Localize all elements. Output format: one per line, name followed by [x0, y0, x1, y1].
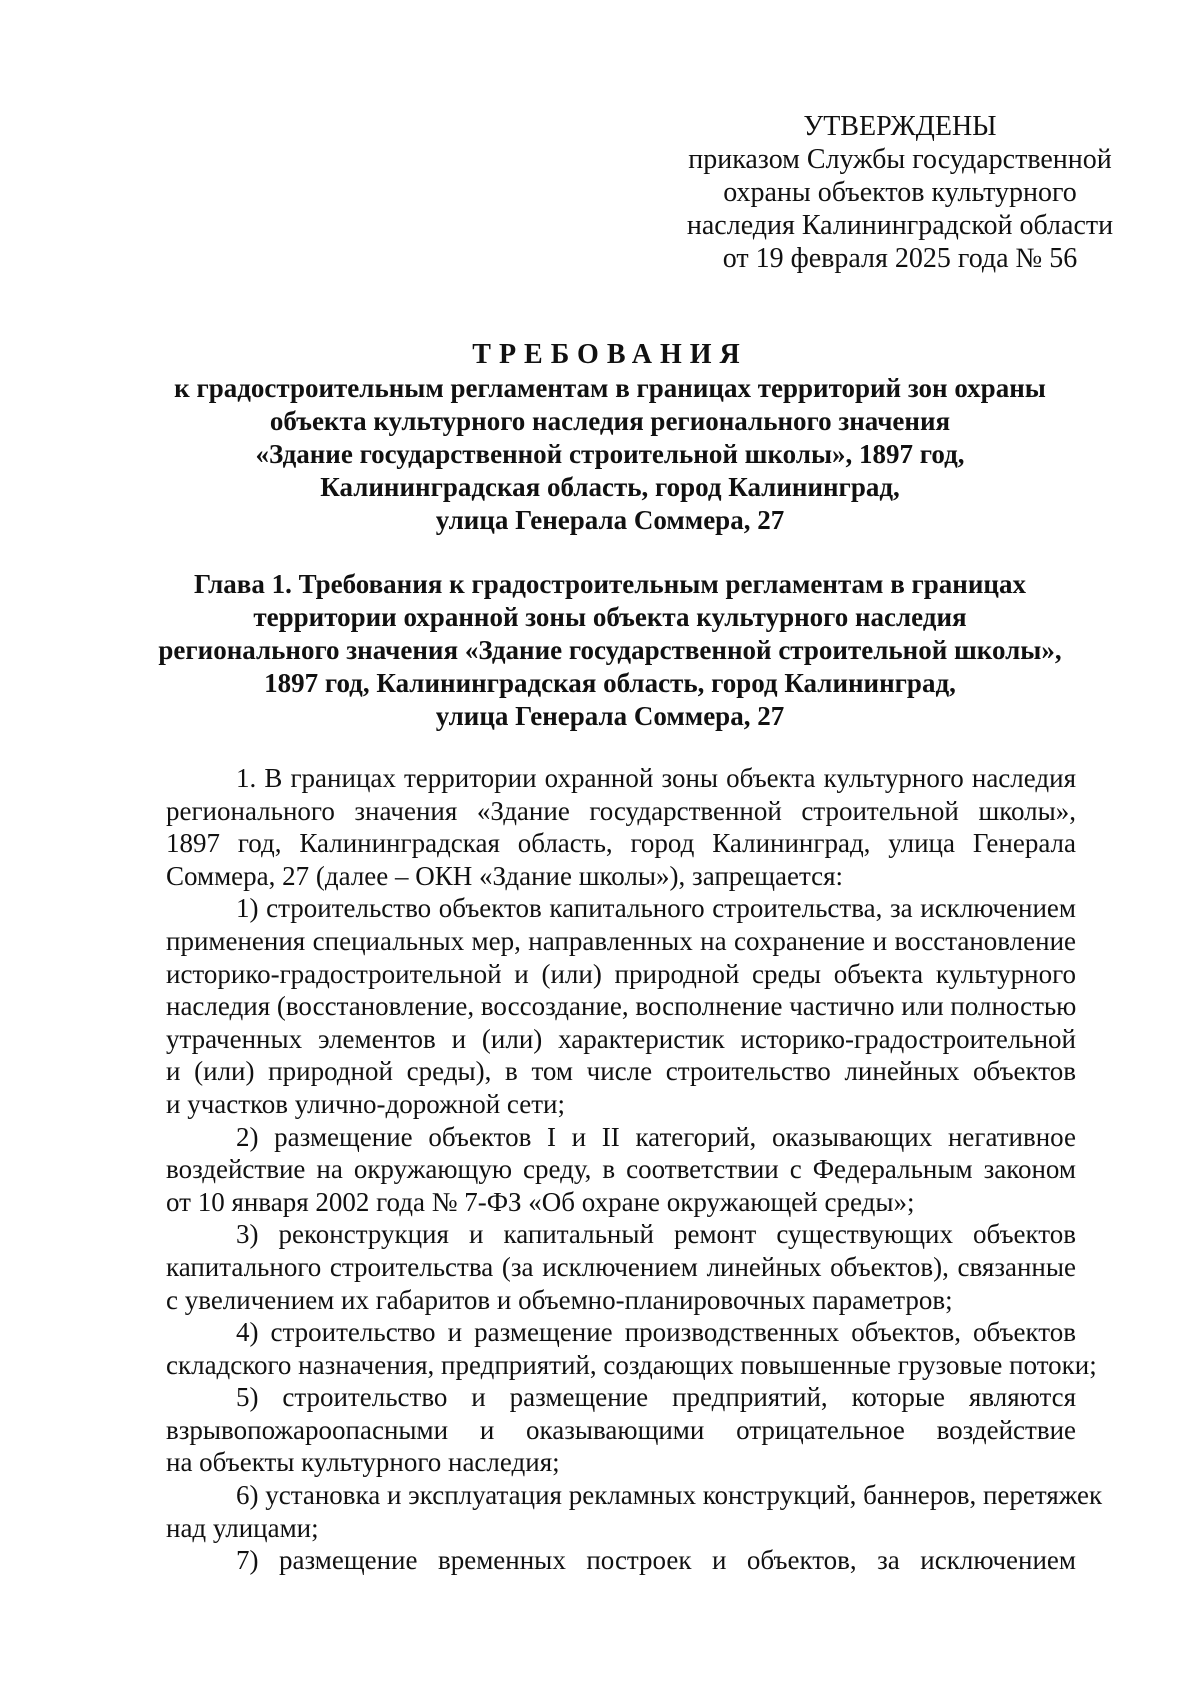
- chapter-line: улица Генерала Соммера, 27: [435, 701, 785, 731]
- item-5-line: 5) строительство и размещение предприятий, которые являются: [236, 1382, 1076, 1413]
- chapter-line: 1897 год, Калининградская область, город Калининград,: [264, 668, 956, 698]
- item-2-line: от 10 января 2002 года № 7-ФЗ «Об охране окружающей среды»;: [166, 1186, 915, 1217]
- subtitle-line: объекта культурного наследия регионального значения: [269, 406, 951, 436]
- item-6-line: над улицами;: [166, 1512, 319, 1543]
- body-text: [166, 762, 1103, 1577]
- item-4-line: складского назначения, предприятий, создающих повышенные грузовые потоки;: [166, 1349, 1097, 1380]
- approval-stamp: [640, 110, 1160, 275]
- subtitle-line: улица Генерала Соммера, 27: [435, 505, 785, 535]
- item-1-line: наследия (восстановление, воссоздание, восполнение частично или полностью: [166, 991, 1077, 1022]
- item-1-line: историко-градостроительной и (или) природной среды объекта культурного: [166, 958, 1076, 989]
- item-7-line: 7) размещение временных построек и объектов, за исключением: [236, 1545, 1076, 1576]
- item-2-line: 2) размещение объектов I и II категорий, оказывающих негативное: [236, 1121, 1076, 1152]
- document-title: [160, 338, 1060, 537]
- paragraph-1-line: Соммера, 27 (далее – ОКН «Здание школы»), запрещается:: [166, 860, 844, 891]
- approval-line: приказом Службы государственной: [688, 144, 1112, 175]
- item-1-line: и участков улично-дорожной сети;: [166, 1088, 565, 1119]
- subtitle-line: к градостроительным регламентам в границах территорий зон охраны: [174, 373, 1046, 403]
- title-main: ТРЕБОВАНИЯ: [472, 339, 748, 370]
- approval-line: наследия Калининградской области: [686, 210, 1114, 241]
- approval-date: от 19 февраля 2025 года № 56: [722, 243, 1078, 274]
- approval-heading: УТВЕРЖДЕНЫ: [803, 111, 997, 142]
- item-3-line: капитального строительства (за исключением линейных объектов), связанные: [166, 1251, 1076, 1282]
- approval-line: охраны объектов культурного: [723, 177, 1077, 208]
- item-1-line: и (или) природной среды), в том числе строительство линейных объектов: [166, 1056, 1076, 1087]
- title-subtitle: [160, 372, 1060, 537]
- paragraph-1-line: 1897 год, Калининградская область, город Калининград, улица Генерала: [166, 828, 1076, 859]
- item-1-line: утраченных элементов и (или) характеристик историко-градостроительной: [166, 1023, 1076, 1054]
- item-2-line: воздействие на окружающую среду, в соответствии с Федеральным законом: [166, 1154, 1076, 1185]
- item-5-line: на объекты культурного наследия;: [166, 1447, 560, 1478]
- item-6-line: 6) установка и эксплуатация рекламных конструкций, баннеров, перетяжек: [236, 1480, 1103, 1511]
- paragraph-1-line: регионального значения «Здание государственной строительной школы»,: [166, 795, 1076, 826]
- paragraph-1-line: 1. В границах территории охранной зоны объекта культурного наследия: [236, 763, 1076, 793]
- item-1-line: 1) строительство объектов капитального строительства, за исключением: [236, 893, 1076, 924]
- item-3-line: с увеличением их габаритов и объемно-планировочных параметров;: [166, 1284, 953, 1315]
- subtitle-line: Калининградская область, город Калининград,: [320, 472, 900, 502]
- chapter-line: территории охранной зоны объекта культурного наследия: [253, 602, 967, 632]
- item-4-line: 4) строительство и размещение производственных объектов, объектов: [236, 1317, 1076, 1348]
- chapter-heading: [140, 568, 1080, 733]
- item-5-line: взрывопожароопасными и оказывающими отрицательное воздействие: [166, 1414, 1076, 1445]
- item-3-line: 3) реконструкция и капитальный ремонт существующих объектов: [236, 1219, 1076, 1250]
- chapter-line: регионального значения «Здание государственной строительной школы»,: [158, 635, 1062, 665]
- subtitle-line: «Здание государственной строительной школы», 1897 год,: [255, 439, 965, 469]
- item-1-line: применения специальных мер, направленных на сохранение и восстановление: [166, 925, 1076, 956]
- chapter-line: Глава 1. Требования к градостроительным регламентам в границах: [194, 569, 1026, 599]
